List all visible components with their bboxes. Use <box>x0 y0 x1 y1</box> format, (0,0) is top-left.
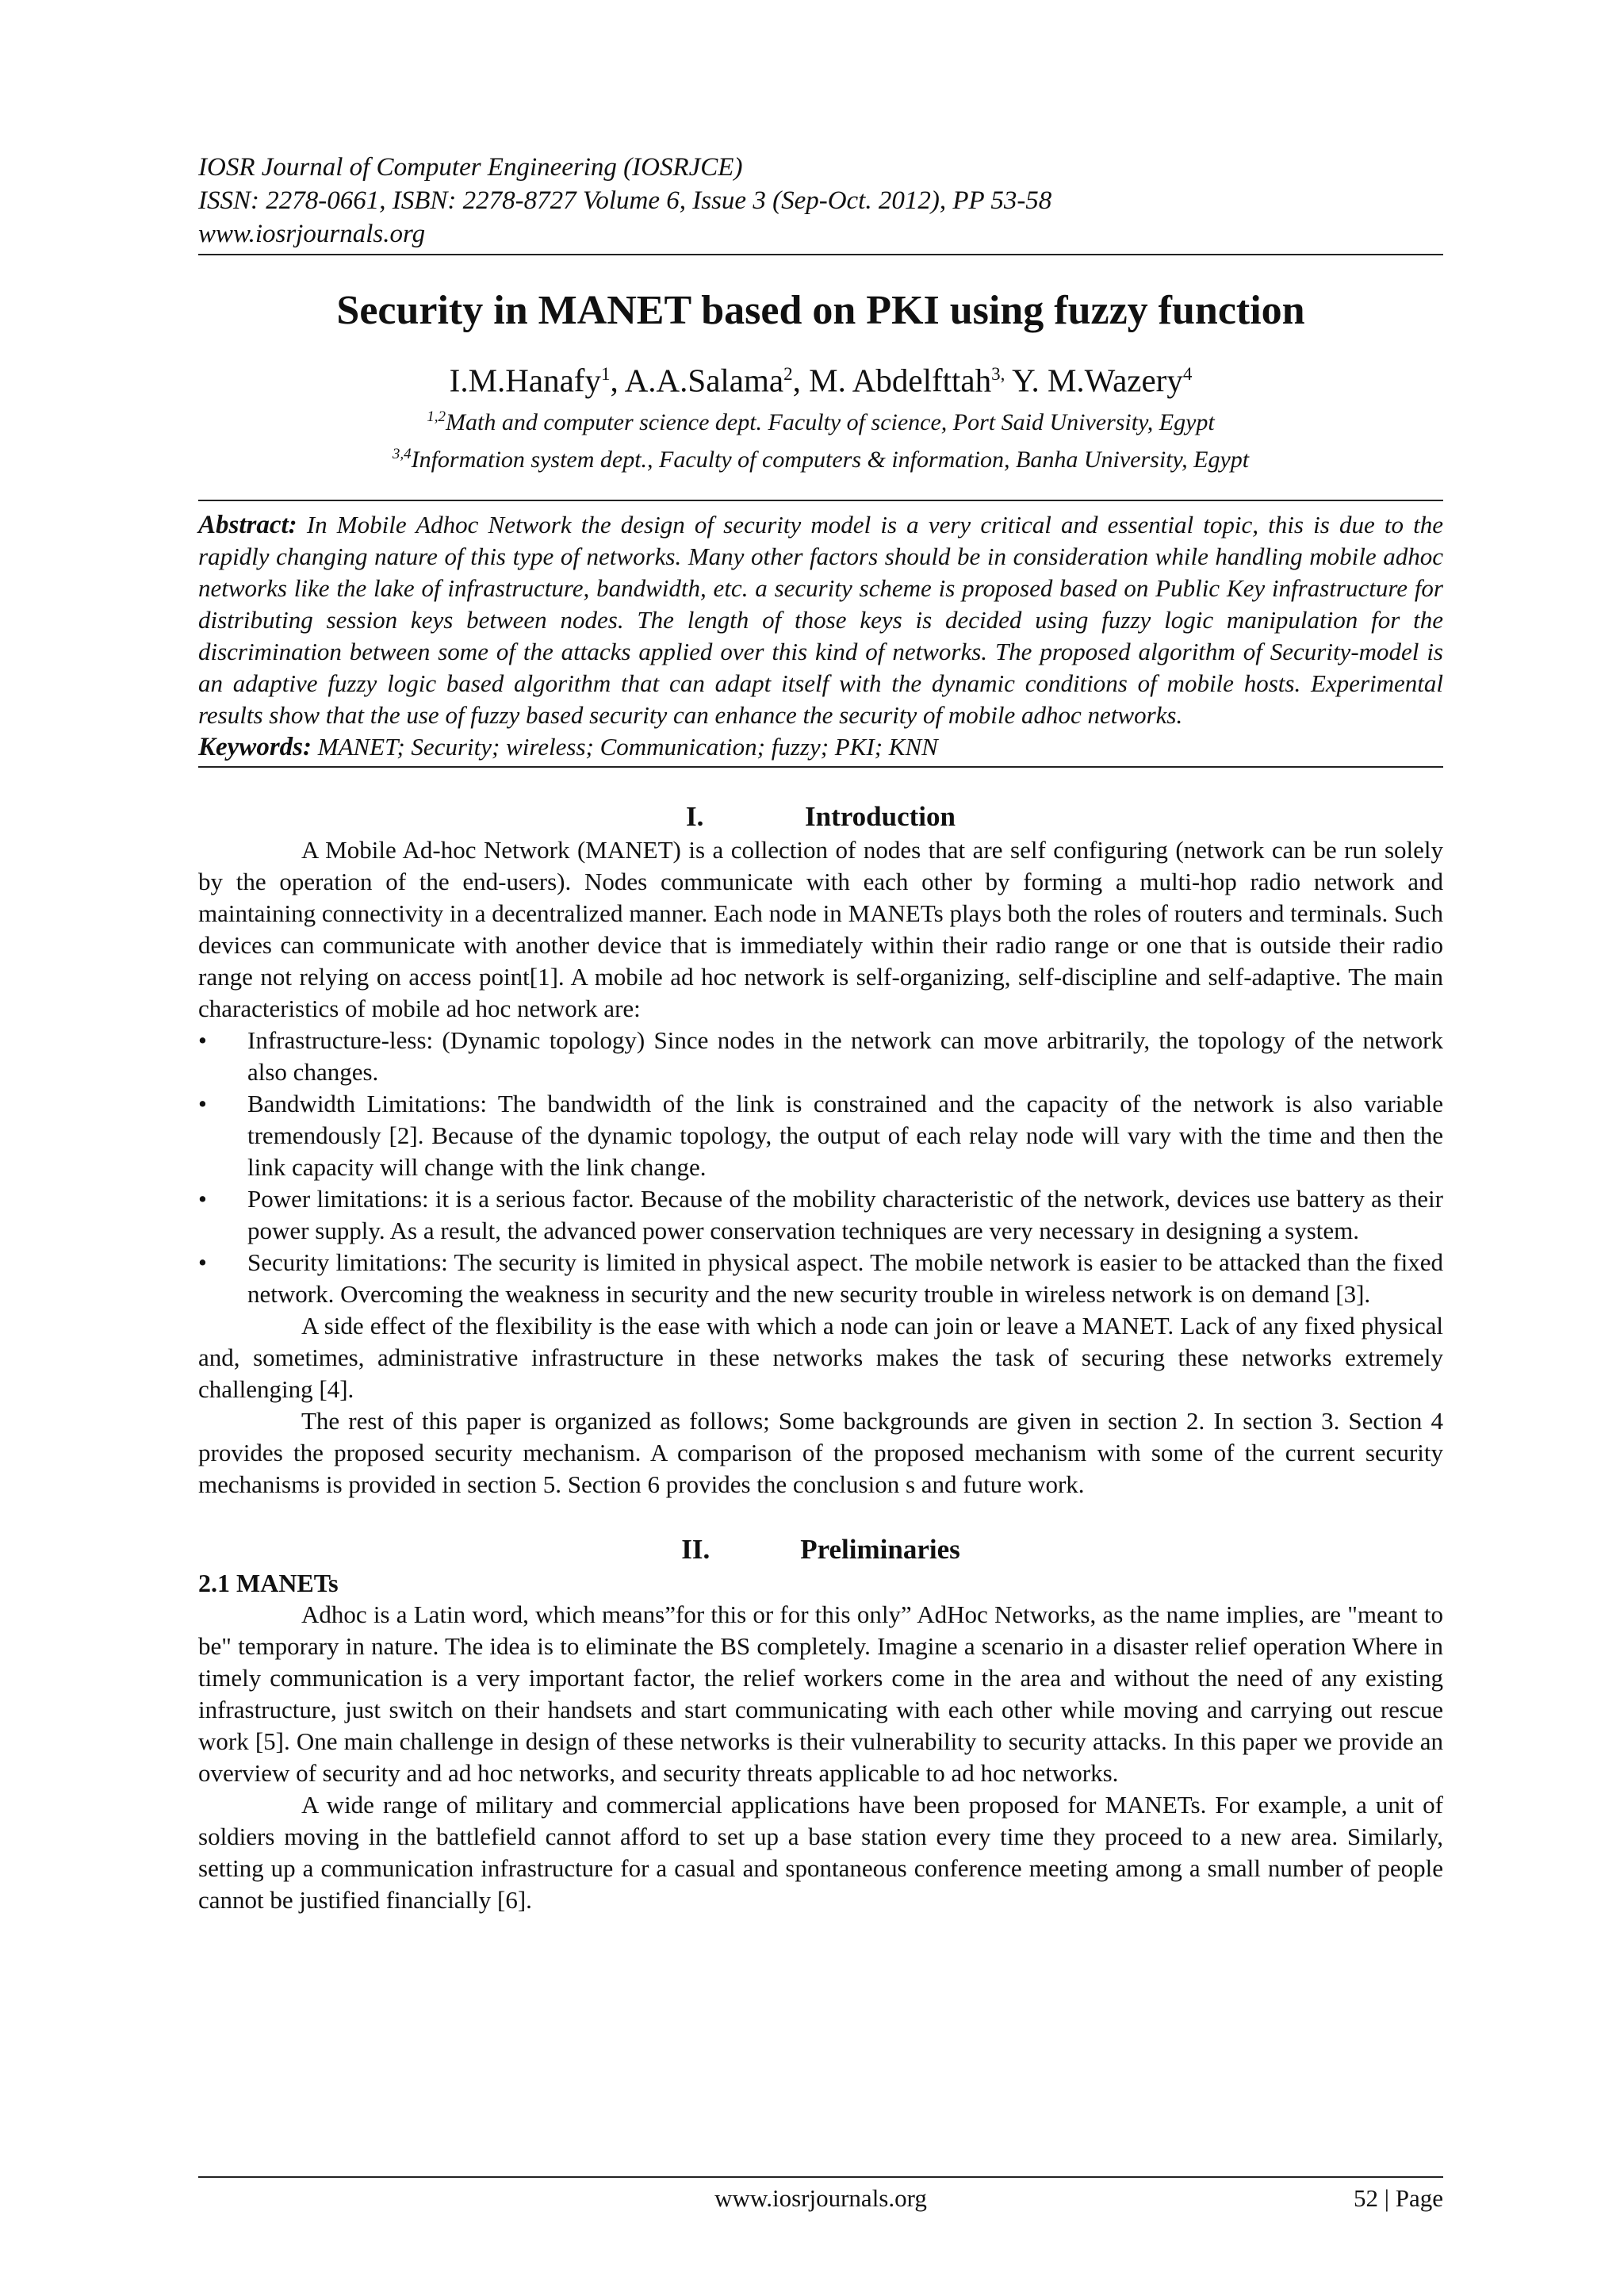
affiliation-text: Information system dept., Faculty of computers & information, Banha University, Egypt <box>411 446 1250 473</box>
subsection-heading: 2.1 MANETs <box>198 1568 339 1597</box>
page-number: 52 | Page <box>1354 2184 1443 2212</box>
manets-paragraph: Adhoc is a Latin word, which means”for this or for this only” AdHoc Networks, as the name implies, are "meant to be" temporary in nature. The idea is to eliminate the BS completely. Imagine a scenario in a disaster relief operation Where in timely communication is a very important factor, the relief workers come in the area and without the need of any existing infrastructure, just switch on their handsets and start communicating with each other while moving and carrying out rescue work [5]. One main challenge in design of these networks is their vulnerability to security attacks. In this paper we provide an overview of security and ad hoc networks, and security threats applicable to ad hoc networks. <box>198 1600 1443 1787</box>
journal-name: IOSR Journal of Computer Engineering (IOSRJCE) <box>198 153 743 182</box>
affiliation-line <box>198 439 1443 476</box>
footer-row <box>198 2184 1443 2221</box>
keywords-text: MANET; Security; wireless; Communication; fuzzy; PKI; KNN <box>317 732 938 761</box>
abstract-text: In Mobile Adhoc Network the design of security model is a very critical and essential topic, this is due to the rapidly changing nature of this type of networks. Many other factors should be in consideration while handling mobile adhoc networks like the lake of infrastructure, bandwidth, etc. a security scheme is proposed based on Public Key infrastructure for distributing session keys between nodes. The length of those keys is decided using fuzzy logic manipulation for the discrimination between some of the attacks applied over this kind of networks. The proposed algorithm of Security-model is an adaptive fuzzy logic based algorithm that can adapt itself with the dynamic conditions of mobile hosts. Experimental results show that the use of fuzzy based security can enhance the security of mobile adhoc networks. <box>198 510 1444 729</box>
abstract-label: Abstract: <box>198 510 297 539</box>
paper-title: Security in MANET based on PKI using fuzzy function <box>336 288 1305 333</box>
paper-page <box>198 151 1443 1916</box>
list-item-text: Security limitations: The security is limited in physical aspect. The mobile network is easier to be attacked than the fixed network. Overcoming the weakness in security and the new security trouble in wireless network is on demand [3]. <box>247 1248 1443 1308</box>
keywords <box>198 731 1443 763</box>
section-title: Introduction <box>805 800 956 832</box>
author-separator: , <box>792 362 810 399</box>
footer-website[interactable]: www.iosrjournals.org <box>714 2184 927 2212</box>
abstract <box>198 509 1443 731</box>
bullet-icon: • <box>198 1025 207 1054</box>
bullet-icon: • <box>198 1248 207 1276</box>
bullet-icon: • <box>198 1089 207 1117</box>
affiliation-text: Math and computer science dept. Faculty of science, Port Said University, Egypt <box>446 408 1215 435</box>
section-heading-preliminaries <box>198 1532 1443 1567</box>
author-affil-mark: 2 <box>783 364 793 384</box>
keywords-label: Keywords: <box>198 732 312 761</box>
list-item <box>198 1088 1443 1183</box>
journal-website[interactable]: www.iosrjournals.org <box>198 220 426 248</box>
page-footer <box>198 2176 1443 2221</box>
bullet-icon: • <box>198 1184 207 1213</box>
list-item <box>198 1183 1443 1247</box>
author-name: M. Abdelfttah <box>809 362 992 399</box>
section-number: II. <box>681 1533 710 1565</box>
author-name: Y. M.Wazery <box>1012 362 1183 399</box>
affiliation-mark: 1,2 <box>427 408 446 425</box>
list-item-text: Infrastructure-less: (Dynamic topology) Since nodes in the network can move arbitrarily, the topology of the network also changes. <box>247 1025 1443 1086</box>
author-name: A.A.Salama <box>624 362 784 399</box>
list-item <box>198 1025 1443 1088</box>
intro-paragraph: The rest of this paper is organized as follows; Some backgrounds are given in section 2. In section 3. Section 4 provides the proposed security mechanism. A comparison of the proposed mechanism with some of the current security mechanisms is provided in section 5. Section 6 provides the conclusion s and future work. <box>198 1406 1443 1498</box>
list-item-text: Bandwidth Limitations: The bandwidth of the link is constrained and the capacity of the network is also variable tremendously [2]. Because of the dynamic topology, the output of each relay node will vary with the time and then the link capacity will change with the link change. <box>247 1089 1443 1181</box>
author-separator <box>1005 362 1012 399</box>
author-separator: , <box>610 362 625 399</box>
author-affil-mark: 1 <box>600 364 611 384</box>
affiliation-mark: 3,4 <box>392 445 412 462</box>
list-item-text: Power limitations: it is a serious factor. Because of the mobility characteristic of the network, devices use battery as their power supply. As a result, the advanced power conservation techniques are very necessary in designing a system. <box>247 1184 1443 1244</box>
list-item <box>198 1247 1443 1310</box>
abstract-box <box>198 500 1443 768</box>
author-affil-mark: 3, <box>991 364 1005 384</box>
author-name: I.M.Hanafy <box>449 362 601 399</box>
section-number: I. <box>686 800 704 832</box>
affiliation-line <box>198 401 1443 439</box>
intro-paragraph: A Mobile Ad-hoc Network (MANET) is a collection of nodes that are self configuring (network can be run solely by the operation of the end-users). Nodes communicate with each other by forming a multi-hop radio network and maintaining connectivity in a decentralized manner. Each node in MANETs plays both the roles of routers and terminals. Such devices can communicate with another device that is immediately within their radio range or one that is outside their radio range not relying on access point[1]. A mobile ad hoc network is self-organizing, self-discipline and self-adaptive. The main characteristics of mobile ad hoc network are: <box>198 835 1443 1022</box>
journal-header <box>198 151 1443 255</box>
characteristics-list <box>198 1025 1443 1310</box>
author-affil-mark: 4 <box>1182 364 1193 384</box>
section-heading-introduction <box>198 799 1443 834</box>
header-rule <box>198 254 1443 255</box>
author-list <box>198 354 1443 401</box>
manets-paragraph: A wide range of military and commercial applications have been proposed for MANETs. For example, a unit of soldiers moving in the battlefield cannot afford to set up a base station every time they proceed to a new area. Similarly, setting up a communication infrastructure for a casual and spontaneous conference meeting among a small number of people cannot be justified financially [6]. <box>198 1790 1443 1914</box>
issn-line: ISSN: 2278-0661, ISBN: 2278-8727 Volume 6, Issue 3 (Sep-Oct. 2012), PP 53-58 <box>198 186 1052 215</box>
intro-paragraph: A side effect of the flexibility is the ease with which a node can join or leave a MANET. Lack of any fixed physical and, sometimes, administrative infrastructure in these networks makes the task of securing these networks extremely challenging [4]. <box>198 1311 1443 1403</box>
section-title: Preliminaries <box>800 1533 960 1565</box>
